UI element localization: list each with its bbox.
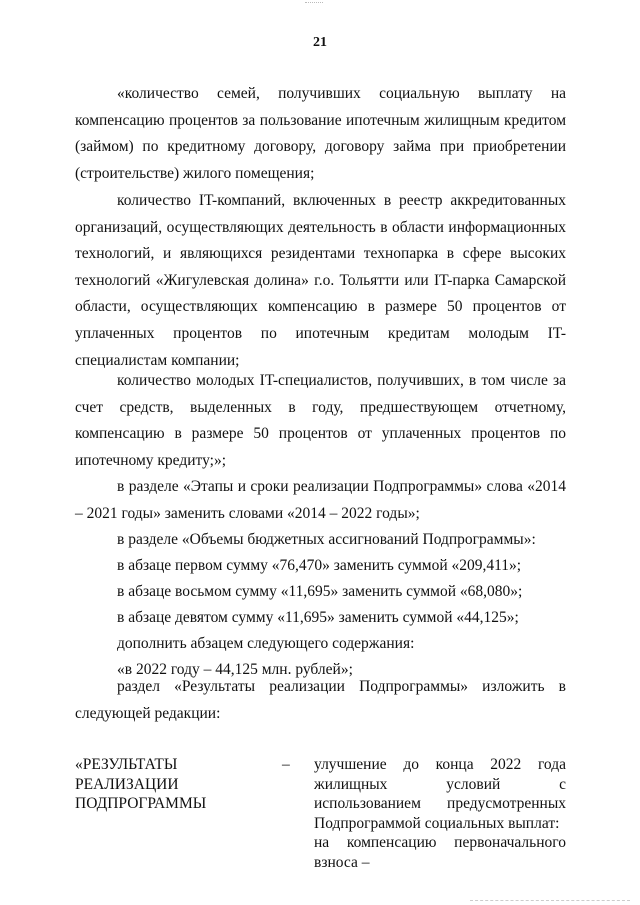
paragraph-it-companies-count: количество IT-компаний, включенных в реестр аккредитованных организаций, осуществляющих деятельность в области информационных технологий, и являющихся резидентами технопарка в сфере высоких технологий «Жигулевская долина» г.о. Тольятти или IT-парка Самарской области, осуществляющих компенсацию в размере 50 процентов от уплаченных процентов по ипотечным кредитам молодым IT-специалистам компании; [75, 192, 566, 369]
paragraph-2022-amount: «в 2022 году – 44,125 млн. рублей»; [117, 661, 353, 678]
paragraph-budget-section: в разделе «Объемы бюджетных ассигнований Подпрограммы»: [117, 531, 536, 548]
paragraph-first-abzac: в абзаце первом сумму «76,470» заменить суммой «209,411»; [117, 557, 522, 574]
paragraph-add-abzac: дополнить абзацем следующего содержания: [117, 635, 415, 652]
paragraph-results-section: раздел «Результаты реализации Подпрограммы» изложить в следующей редакции: [75, 678, 566, 722]
results-heading [75, 755, 275, 814]
paragraph-it-specialists-count: количество молодых IT-специалистов, получивших, в том числе за счет средств, выделенных в году, предшествующем отчетному, компенсацию в размере 50 процентов от уплаченных процентов по ипотечному кредиту;»; [75, 372, 566, 469]
results-text-improvement: улучшение до конца 2022 года жилищных условий с использованием предусмотренных Подпрограммой социальных выплат: [314, 756, 566, 832]
paragraph-stages-section: в разделе «Этапы и сроки реализации Подпрограммы» слова «2014 – 2021 годы» заменить словами «2014 – 2022 годы»; [75, 478, 566, 522]
scan-artifact [305, 2, 323, 7]
paragraph-families-count: «количество семей, получивших социальную выплату на компенсацию процентов за пользование ипотечным жилищным кредитом (займом) по кредитному договору, договору займа при приобретении (строительстве) жилого помещения; [75, 85, 566, 182]
results-description [314, 755, 566, 872]
results-dash: – [282, 756, 290, 773]
results-heading-line: «РЕЗУЛЬТАТЫ [75, 756, 178, 773]
results-heading-line: ПОДПРОГРАММЫ [75, 795, 207, 812]
paragraph-ninth-abzac: в абзаце девятом сумму «11,695» заменить суммой «44,125»; [117, 609, 519, 626]
scan-edge-artifact [470, 900, 630, 903]
results-text-compensation: на компенсацию первоначального взноса – [314, 834, 566, 871]
page-number: 21 [313, 35, 327, 50]
paragraph-eighth-abzac: в абзаце восьмом сумму «11,695» заменить суммой «68,080»; [117, 583, 523, 600]
results-heading-line: РЕАЛИЗАЦИИ [75, 775, 179, 793]
